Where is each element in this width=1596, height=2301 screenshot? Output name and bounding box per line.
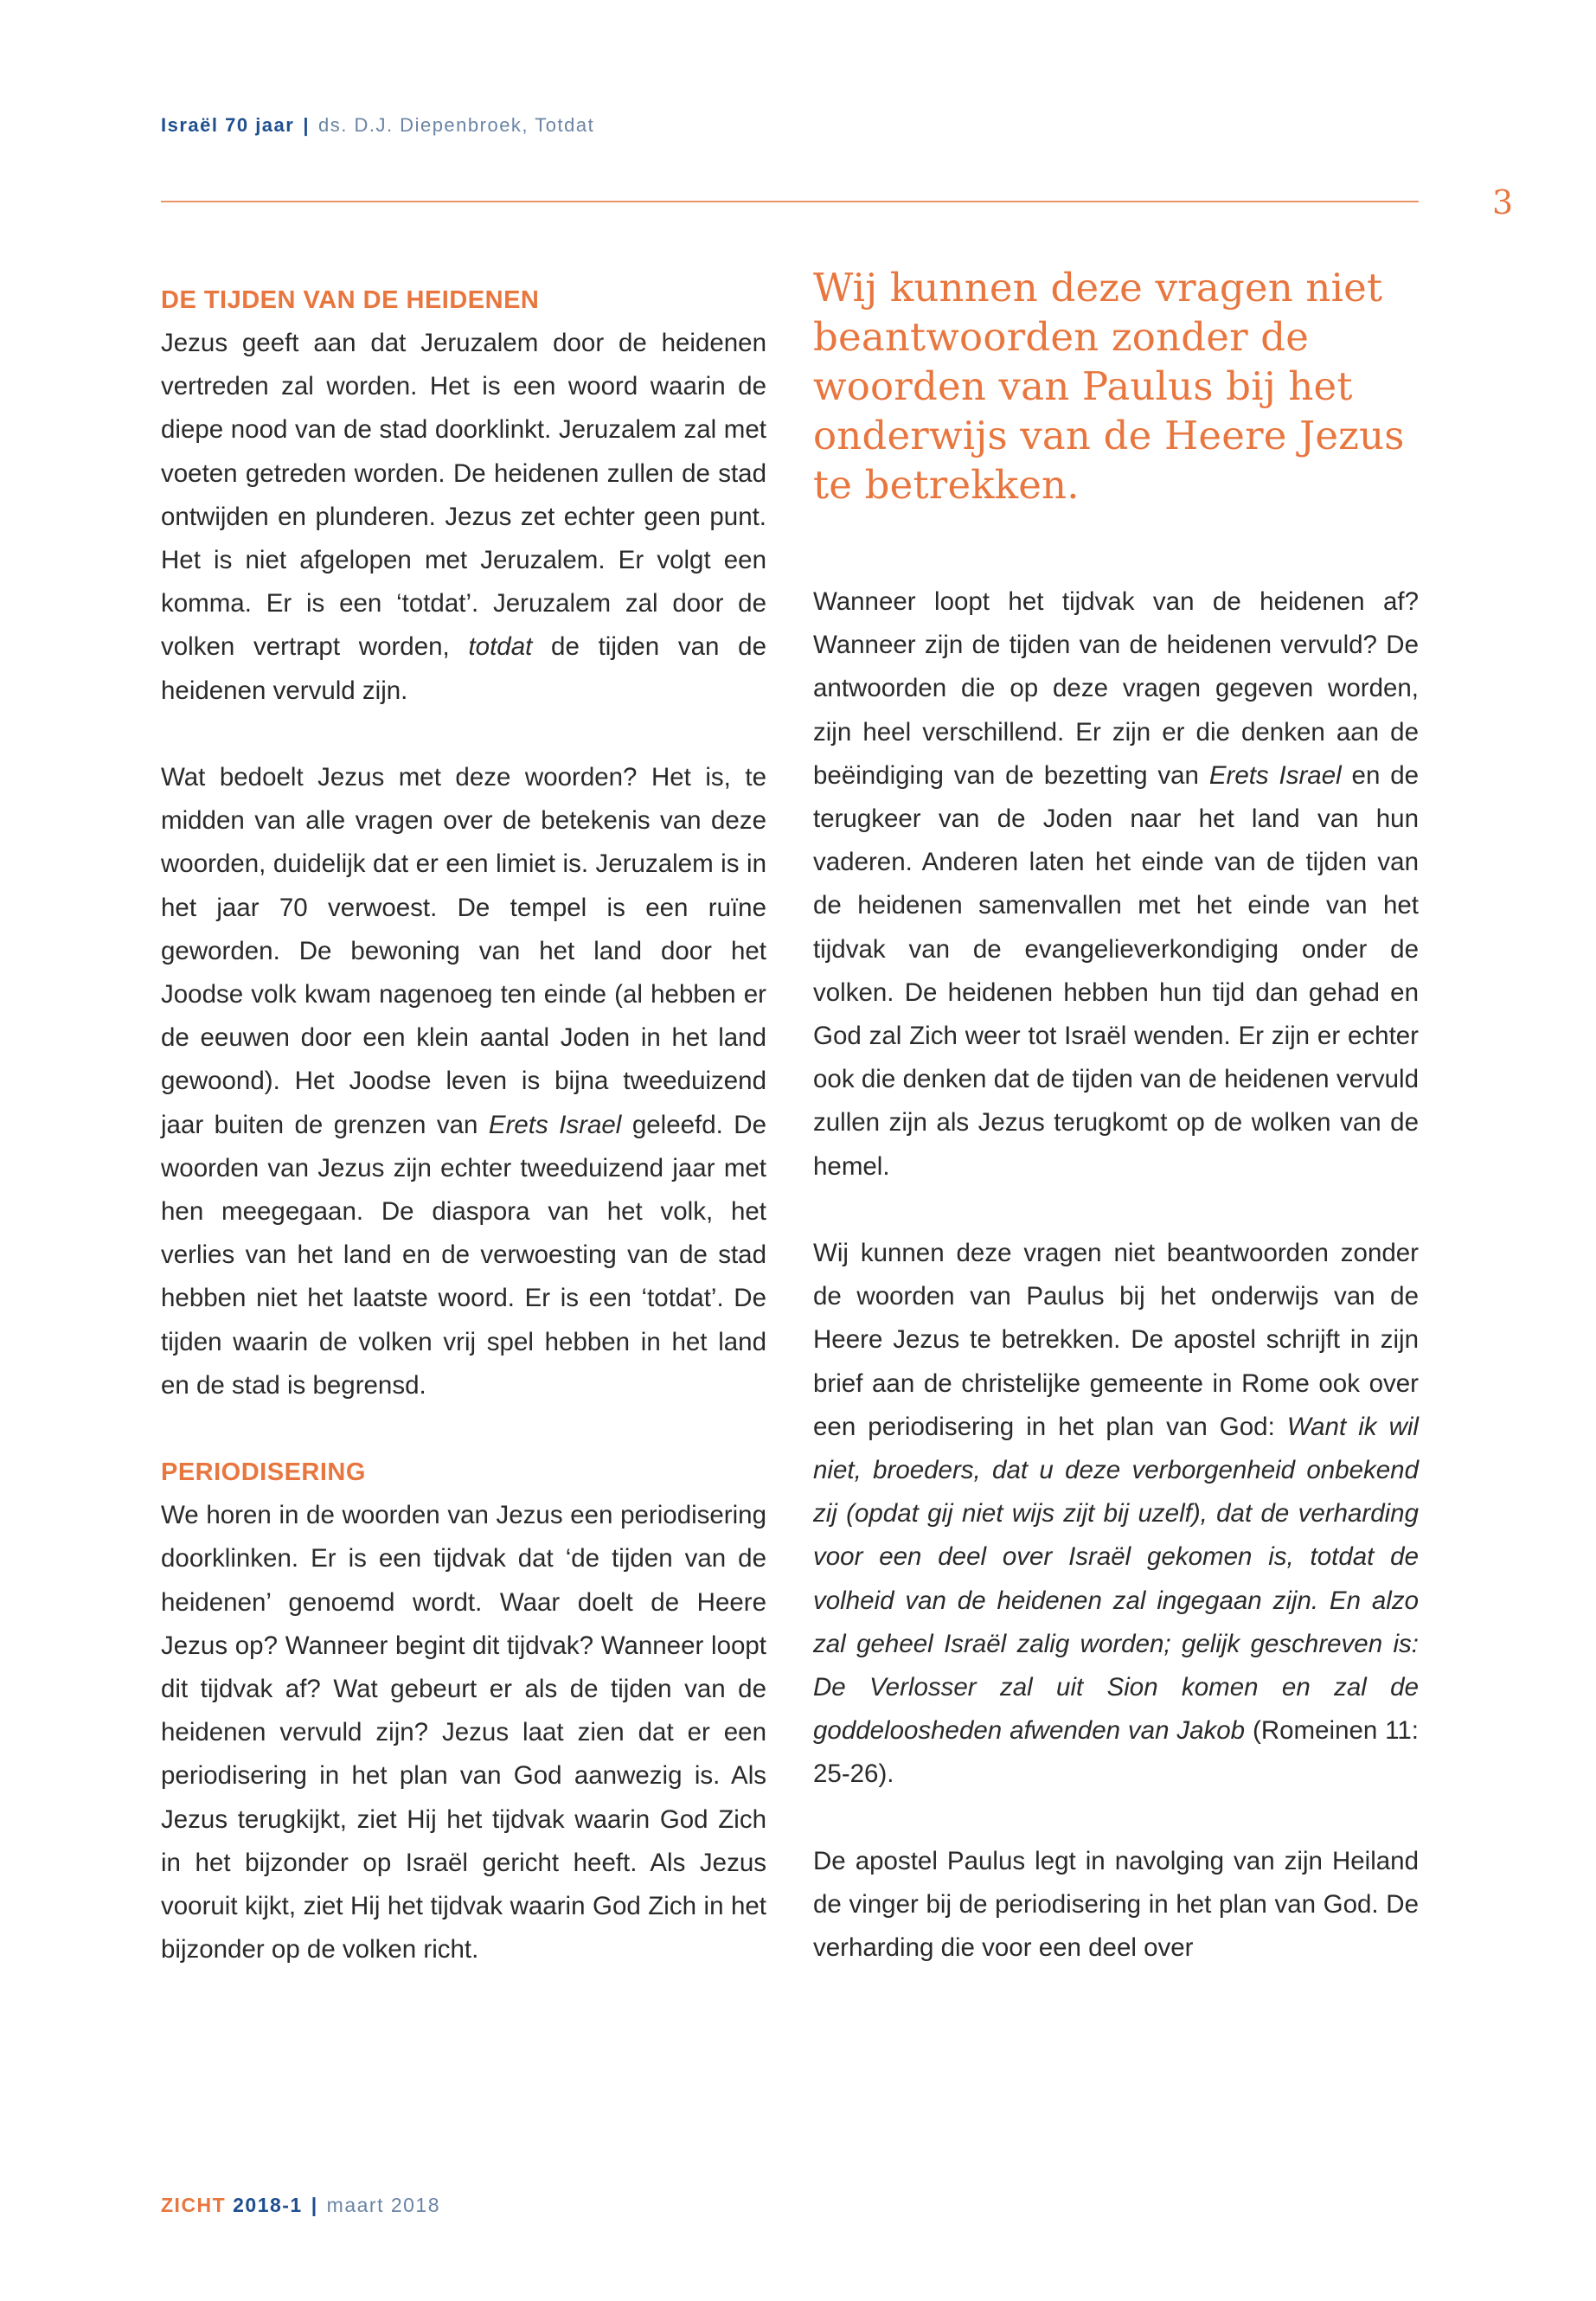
footer-separator: |	[311, 2194, 318, 2216]
pull-quote: Wij kunnen deze vragen niet beantwoorden zonder de woorden van Paulus bij het onderwijs van de Heere Jezus te betrekken.	[813, 265, 1405, 508]
text-run: Wij kunnen deze vragen niet beantwoorden zonder de woorden van Paulus bij het onderwijs van de Heere Jezus te betrekken. De apostel schrijft in zijn brief aan de christelijke gemeente in Rome ook over een periodisering in het plan van God:	[813, 1239, 1419, 1441]
paragraph	[813, 1232, 1419, 1797]
running-footer	[161, 2194, 440, 2217]
emphasis: totdat	[468, 632, 533, 662]
emphasis: Erets Israel	[1208, 760, 1342, 790]
header-series: Israël 70 jaar	[161, 114, 295, 136]
running-header	[161, 114, 594, 137]
text-run: (Romeinen 11: 25-26).	[813, 1716, 1420, 1789]
paragraph	[813, 580, 1419, 1189]
text-run: de tijden van de heidenen vervuld zijn.	[161, 632, 766, 705]
paragraph	[161, 322, 766, 713]
emphasis: Want ik wil niet, broeders, dat u deze verborgenheid onbekend zij (opdat gij niet wijs zijt bij uzelf), dat de verharding voor een deel over Israël gekomen is, totdat de volheid van de heidenen zal ingegaan zijn. En alzo zal geheel Israël zalig worden; gelijk geschreven is: De Verlosser zal uit Sion komen en zal de goddeloosheden afwenden van Jakob	[813, 1412, 1419, 1746]
left-column	[161, 279, 766, 1971]
page-number: 3	[1492, 183, 1514, 221]
emphasis: Erets Israel	[488, 1110, 622, 1139]
section-heading-periodisering: PERIODISERING	[161, 1458, 366, 1487]
paragraph: De apostel Paulus legt in navolging van zijn Heiland de vinger bij de periodisering in het plan van God. De verharding die voor een deel over	[813, 1846, 1419, 1963]
header-rule	[161, 201, 1419, 202]
paragraph: We horen in de woorden van Jezus een periodisering doorklinken. Er is een tijdvak dat ‘de tijden van de heidenen’ genoemd wordt. Waar doelt de Heere Jezus op? Wanneer begint dit tijdvak? Wanneer loopt dit tijdvak af? Wat gebeurt er als de tijden van de heidenen vervuld zijn? Jezus laat zien dat er een periodisering in het plan van God aanwezig is. Als Jezus terugkijkt, ziet Hij het tijdvak waarin God Zich in het bijzonder op Israël gericht heeft. Als Jezus vooruit kijkt, ziet Hij het tijdvak waarin God Zich in het bijzonder op de volken richt.	[161, 1501, 766, 1965]
text-run: Jezus geeft aan dat Jeruzalem door de heidenen vertreden zal worden. Het is een woord waarin de diepe nood van de stad doorklinkt. Jeruzalem zal met voeten getreden worden. De heidenen zullen de stad ontwijden en plunderen. Jezus zet echter geen punt. Het is niet afgelopen met Jeruzalem. Er volgt een komma. Er is een ‘totdat’. Jeruzalem zal door de volken vertrapt worden,	[161, 329, 766, 662]
right-column	[813, 265, 1420, 1970]
footer-issue: 2018-1	[233, 2194, 303, 2216]
section-heading-tijden: DE TIJDEN VAN DE HEIDENEN	[161, 286, 540, 314]
text-run: Wanneer loopt het tijdvak van de heidenen af? Wanneer zijn de tijden van de heidenen vervuld? De antwoorden die op deze vragen gegeven worden, zijn heel verschillend. Er zijn er die denken aan de beëindiging van de bezetting van	[813, 587, 1419, 790]
paragraph	[161, 756, 766, 1407]
text-run: en de terugkeer van de Joden naar het land van hun vaderen. Anderen laten het einde van de tijden van de heidenen samenvallen met het einde van het tijdvak van de evangelieverkondiging onder de volken. De heidenen hebben hun tijd dan gehad en God zal Zich weer tot Israël wenden. Er zijn er echter ook die denken dat de tijden van de heidenen vervuld zullen zijn als Jezus terugkomt op de wolken van de hemel.	[813, 760, 1420, 1181]
footer-date: maart 2018	[326, 2194, 441, 2216]
footer-magazine: ZICHT	[161, 2194, 227, 2216]
header-author: ds. D.J. Diepenbroek, Totdat	[318, 114, 595, 136]
text-run: Wat bedoelt Jezus met deze woorden? Het is, te midden van alle vragen over de betekenis van deze woorden, duidelijk dat er een limiet is. Jeruzalem is in het jaar 70 verwoest. De tempel is een ruïne geworden. De bewoning van het land door het Joodse volk kwam nagenoeg ten einde (al hebben er de eeuwen door een klein aantal Joden in het land gewoond). Het Joodse leven is bijna tweeduizend jaar buiten de grenzen van	[161, 763, 766, 1139]
text-run: geleefd. De woorden van Jezus zijn echter tweeduizend jaar met hen meegegaan. De diaspora van het volk, het verlies van het land en de verwoesting van de stad hebben niet het laatste woord. Er is een ‘totdat’. De tijden waarin de volken vrij spel hebben in het land en de stad is begrensd.	[161, 1110, 766, 1400]
header-separator: |	[303, 114, 310, 136]
